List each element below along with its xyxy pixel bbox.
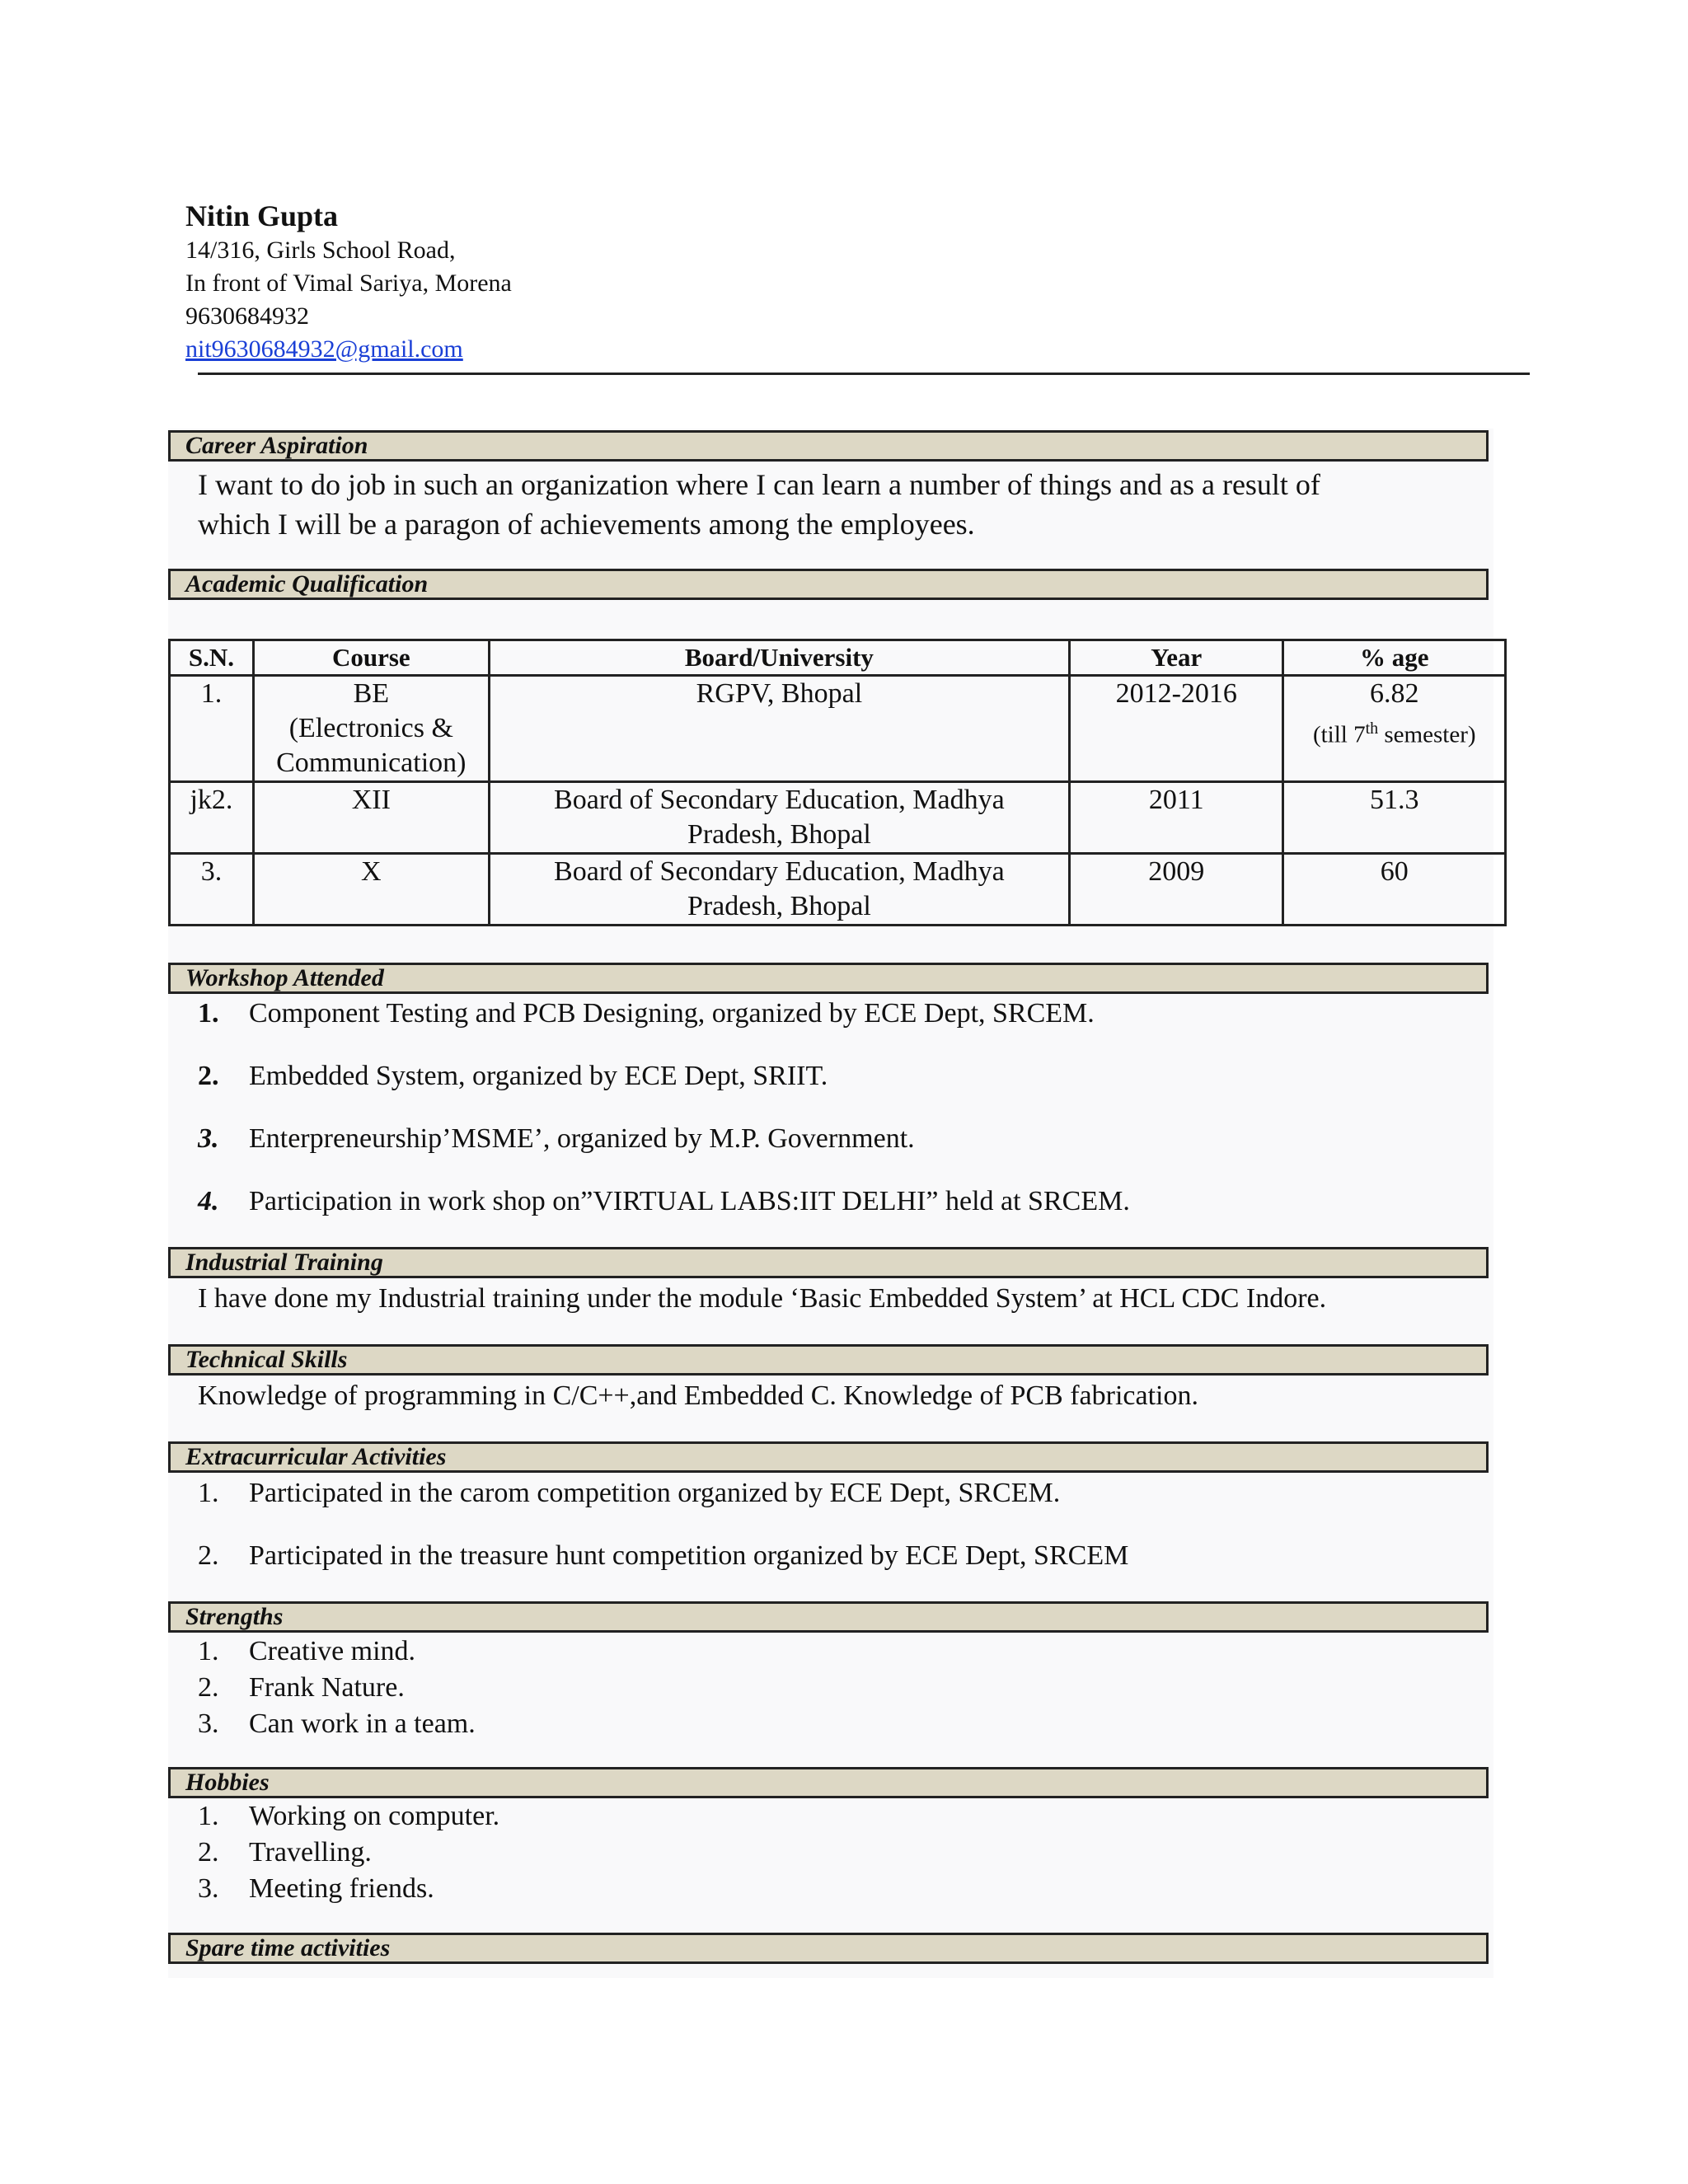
course-line: (Electronics & xyxy=(288,713,453,743)
table-row xyxy=(170,854,1506,926)
workshop-list xyxy=(198,996,1130,1246)
strengths-list xyxy=(198,1633,476,1742)
address-line-2: In front of Vimal Sariya, Morena xyxy=(185,269,512,297)
board-line: Pradesh, Bhopal xyxy=(687,819,871,850)
list-item: 1. Component Testing and PCB Designing, organized by ECE Dept, SRCEM. xyxy=(198,998,1095,1029)
col-header-sn: S.N. xyxy=(170,640,254,676)
header-divider xyxy=(198,373,1530,375)
section-header-workshop: Workshop Attended xyxy=(168,963,1489,994)
cell-board: RGPV, Bhopal xyxy=(489,676,1069,782)
section-header-strengths: Strengths xyxy=(168,1601,1489,1633)
hobbies-list xyxy=(198,1798,499,1907)
list-item: 1. Working on computer. xyxy=(198,1801,500,1831)
list-item: 2. Travelling. xyxy=(198,1837,372,1868)
table-row xyxy=(170,676,1506,782)
percentage-note: (till 7th semester) xyxy=(1312,719,1476,748)
board-line: Board of Secondary Education, Madhya xyxy=(554,856,1005,887)
section-header-academic: Academic Qualification xyxy=(168,569,1489,600)
list-item: 2. Frank Nature. xyxy=(198,1672,405,1703)
section-header-skills: Technical Skills xyxy=(168,1344,1489,1376)
list-item: 1. Participated in the carom competition organized by ECE Dept, SRCEM. xyxy=(198,1478,1061,1508)
address-line-1: 14/316, Girls School Road, xyxy=(185,237,456,264)
col-header-year: Year xyxy=(1070,640,1283,676)
course-line: Communication) xyxy=(276,748,467,778)
table-row xyxy=(170,782,1506,854)
cell-year: 2009 xyxy=(1070,854,1283,926)
cell-percentage: 60 xyxy=(1283,854,1506,926)
contact-header xyxy=(185,198,512,366)
board-line: Board of Secondary Education, Madhya xyxy=(554,785,1005,815)
cell-sn: 3. xyxy=(170,854,254,926)
career-text xyxy=(198,465,1320,544)
section-header-spare-time: Spare time activities xyxy=(168,1933,1489,1964)
section-header-hobbies: Hobbies xyxy=(168,1767,1489,1798)
cell-year: 2012-2016 xyxy=(1070,676,1283,782)
cell-course xyxy=(253,676,489,782)
career-line-1: I want to do job in such an organization where I can learn a number of things and as a result of xyxy=(198,468,1320,501)
cell-sn: jk2. xyxy=(170,782,254,854)
list-item: 3. Enterpreneurship’MSME’, organized by M.P. Government. xyxy=(198,1123,915,1154)
email-link[interactable]: nit9630684932@gmail.com xyxy=(185,335,463,363)
cell-course: X xyxy=(253,854,489,926)
cell-board xyxy=(489,782,1069,854)
career-line-2: which I will be a paragon of achievements among the employees. xyxy=(198,508,975,541)
cell-percentage: 51.3 xyxy=(1283,782,1506,854)
cell-sn: 1. xyxy=(170,676,254,782)
list-item: 2. Participated in the treasure hunt competition organized by ECE Dept, SRCEM xyxy=(198,1540,1129,1571)
cell-year: 2011 xyxy=(1070,782,1283,854)
col-header-board: Board/University xyxy=(489,640,1069,676)
cell-board xyxy=(489,854,1069,926)
cell-percentage xyxy=(1283,676,1506,782)
col-header-course: Course xyxy=(253,640,489,676)
list-item: 2. Embedded System, organized by ECE Dept, SRIIT. xyxy=(198,1061,828,1091)
table-header-row xyxy=(170,640,1506,676)
board-line: Pradesh, Bhopal xyxy=(687,891,871,921)
section-header-extracurricular: Extracurricular Activities xyxy=(168,1441,1489,1473)
training-text: I have done my Industrial training under the module ‘Basic Embedded System’ at HCL CDC Indore. xyxy=(198,1283,1327,1314)
extracurricular-list xyxy=(198,1475,1128,1601)
cell-course: XII xyxy=(253,782,489,854)
list-item: 4. Participation in work shop on”VIRTUAL LABS:IIT DELHI” held at SRCEM. xyxy=(198,1186,1130,1216)
phone-number: 9630684932 xyxy=(185,302,309,330)
col-header-percentage: % age xyxy=(1283,640,1506,676)
candidate-name: Nitin Gupta xyxy=(185,199,339,232)
list-item: 3. Meeting friends. xyxy=(198,1873,434,1904)
section-header-career: Career Aspiration xyxy=(168,430,1489,462)
academic-table xyxy=(168,639,1507,926)
section-header-training: Industrial Training xyxy=(168,1247,1489,1278)
list-item: 3. Can work in a team. xyxy=(198,1708,476,1739)
skills-text: Knowledge of programming in C/C++,and Embedded C. Knowledge of PCB fabrication. xyxy=(198,1380,1198,1411)
list-item: 1. Creative mind. xyxy=(198,1636,416,1666)
percentage-value: 6.82 xyxy=(1369,678,1419,709)
course-line: BE xyxy=(353,678,390,709)
